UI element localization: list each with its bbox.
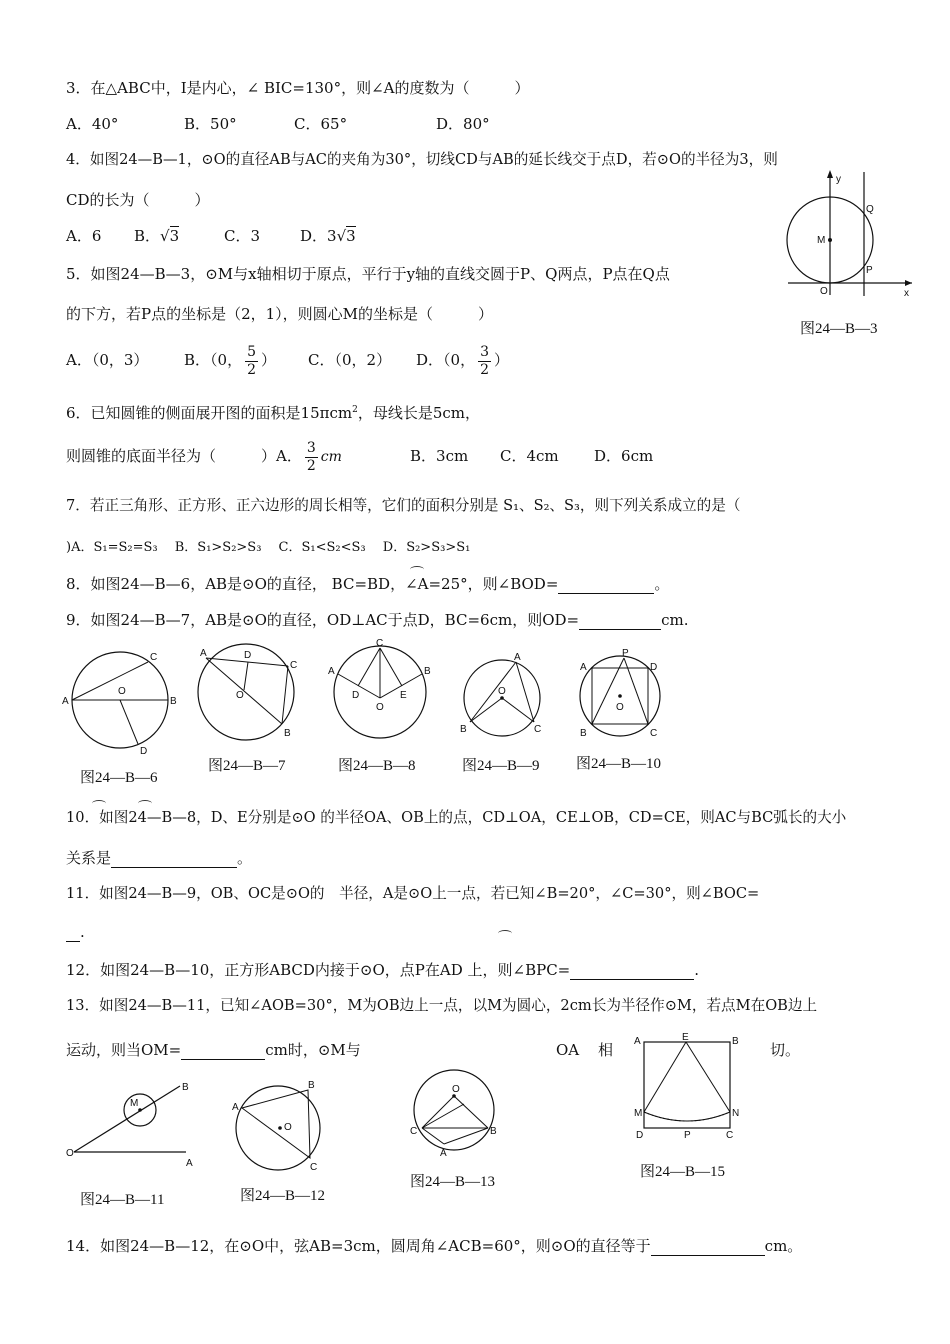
figure-24-b-9 xyxy=(456,650,556,746)
svg-text:E: E xyxy=(400,690,407,701)
q12-stem: 12．如图24—B—10，正方形ABCD内接于⊙O，点P在AD 上，则∠BPC= . xyxy=(66,961,700,979)
q10-stem-line2: 关系是 。 xyxy=(66,849,253,867)
svg-text:O: O xyxy=(118,686,126,697)
arc-mark xyxy=(410,566,424,573)
svg-text:C: C xyxy=(150,652,158,663)
q5-option-c: C．（0，2） xyxy=(308,351,392,369)
figure-24-b-6-caption: 图24—B—6 xyxy=(80,770,158,786)
svg-text:C: C xyxy=(310,1162,318,1173)
q3-stem: 3．在△ABC中，I是内心，∠ BIC=130°，则∠A的度数为（ ） xyxy=(66,79,530,97)
arc-mark xyxy=(138,800,152,807)
figure-24-b-9-caption: 图24—B—9 xyxy=(462,758,540,774)
figure-24-b-12-caption: 图24—B—12 xyxy=(240,1188,326,1204)
q3-option-a: A．40° xyxy=(66,115,119,133)
q4-option-b: B．√3 xyxy=(134,227,180,245)
q4-option-a: A．6 xyxy=(66,227,102,245)
figure-24-b-15-caption: 图24—B—15 xyxy=(640,1164,726,1180)
svg-text:D: D xyxy=(140,746,148,757)
svg-text:A: A xyxy=(440,1148,447,1159)
svg-text:C: C xyxy=(726,1130,734,1141)
q7-stem: 7．若正三角形、正方形、正六边形的周长相等，它们的面积分别是 S₁、S₂、S₃，则下列关系成立的是（ xyxy=(66,497,741,514)
svg-text:y: y xyxy=(836,174,841,185)
figure-24-b-10-caption: 图24—B—10 xyxy=(576,756,662,772)
figure-24-b-3-caption: 图24—B—3 xyxy=(800,321,878,337)
svg-text:B: B xyxy=(182,1082,189,1093)
q5-option-a: A．（0，3） xyxy=(66,351,149,369)
svg-text:C: C xyxy=(534,724,542,735)
svg-text:O: O xyxy=(236,690,244,701)
svg-text:P: P xyxy=(866,265,873,276)
q13-oa: OA xyxy=(556,1041,580,1059)
figure-24-b-13-caption: 图24—B—13 xyxy=(410,1174,496,1190)
svg-text:O: O xyxy=(498,686,506,697)
figure-24-b-7 xyxy=(196,640,306,750)
svg-text:O: O xyxy=(616,702,624,713)
q13-qie: 切。 xyxy=(770,1041,801,1059)
svg-text:B: B xyxy=(460,724,467,735)
q4-option-d: D．3√3 xyxy=(300,227,356,245)
q5-stem-line2: 的下方，若P点的坐标是（2，1），则圆心M的坐标是（ ） xyxy=(66,305,494,323)
figure-24-b-12 xyxy=(228,1078,328,1178)
figure-24-b-7-caption: 图24—B—7 xyxy=(208,758,286,774)
q3-option-d: D．80° xyxy=(436,115,490,133)
svg-text:Q: Q xyxy=(866,204,874,215)
svg-text:C: C xyxy=(290,660,298,671)
svg-text:O: O xyxy=(376,702,384,713)
svg-text:M: M xyxy=(634,1108,643,1119)
svg-text:A: A xyxy=(514,652,521,663)
svg-text:M: M xyxy=(130,1098,139,1109)
q5-option-d: D．（0， $\frac{3}{2}$ ） xyxy=(416,343,510,378)
svg-text:A: A xyxy=(580,662,587,673)
arc-mark xyxy=(498,930,512,937)
q14-stem: 14．如图24—B—12，在⊙O中，弦AB=3cm，圆周角∠ACB=60°，则⊙O的直径等于 cm。 xyxy=(66,1237,803,1255)
figure-24-b-6 xyxy=(60,648,186,758)
q13-stem-line2: 运动，则当OM= cm时，⊙M与 xyxy=(66,1041,361,1059)
q3-option-c: C．65° xyxy=(294,115,348,133)
svg-text:P: P xyxy=(684,1130,691,1141)
svg-text:C: C xyxy=(376,638,384,649)
q7-options: )A．S₁=S₂=S₃ B．S₁>S₂>S₃ C．S₁<S₂<S₃ D．S₂>S₃>S₁ xyxy=(66,540,471,555)
svg-text:A: A xyxy=(634,1036,641,1047)
figure-24-b-15 xyxy=(632,1032,744,1144)
q3-option-b: B．50° xyxy=(184,115,237,133)
svg-text:A: A xyxy=(328,666,335,677)
svg-text:A: A xyxy=(186,1158,193,1169)
q13-xiang: 相 xyxy=(598,1041,614,1059)
svg-text:M: M xyxy=(817,235,826,246)
q4-stem: 4．如图24—B—1，⊙O的直径AB与AC的夹角为30°，切线CD与AB的延长线交于点D，若⊙O的半径为3，则 xyxy=(66,151,778,168)
q6-stem-line2: 则圆锥的底面半径为（ ）A． $\frac{3}{2}$ cm xyxy=(66,439,342,474)
q5-stem: 5．如图24—B—3，⊙M与x轴相切于原点，平行于y轴的直线交圆于P、Q两点，P点在Q点 xyxy=(66,265,670,283)
svg-text:x: x xyxy=(904,288,909,298)
q11-stem: 11．如图24—B—9，OB、OC是⊙O的 半径，A是⊙O上一点，若已知∠B=20°，∠C=30°，则∠BOC= xyxy=(66,885,760,902)
q4-option-c: C．3 xyxy=(224,227,261,245)
svg-text:O: O xyxy=(284,1122,292,1133)
svg-text:E: E xyxy=(682,1032,689,1043)
svg-text:D: D xyxy=(352,690,360,701)
svg-text:D: D xyxy=(244,650,252,661)
svg-text:O: O xyxy=(452,1084,460,1095)
svg-text:B: B xyxy=(424,666,431,677)
figure-24-b-8-caption: 图24—B—8 xyxy=(338,758,416,774)
svg-text:A: A xyxy=(62,696,69,707)
q9-stem: 9．如图24—B—7，AB是⊙O的直径，OD⊥AC于点D，BC=6cm，则OD= cm. xyxy=(66,611,689,629)
svg-text:B: B xyxy=(580,728,587,739)
figure-24-b-8 xyxy=(326,638,438,748)
svg-text:P: P xyxy=(622,648,629,659)
q6-option-d: D．6cm xyxy=(594,447,654,465)
svg-text:C: C xyxy=(650,728,658,739)
q11-stem-line2: . xyxy=(66,922,85,942)
svg-text:N: N xyxy=(732,1108,740,1119)
svg-text:B: B xyxy=(732,1036,739,1047)
svg-text:O: O xyxy=(66,1148,74,1159)
svg-text:D: D xyxy=(636,1130,644,1141)
arc-mark xyxy=(92,800,106,807)
figure-24-b-11 xyxy=(64,1076,204,1172)
q4-stem-line2: CD的长为（ ） xyxy=(66,191,210,209)
q8-stem: 8．如图24—B—6，AB是⊙O的直径， BC=BD，∠A=25°，则∠BOD= 。 xyxy=(66,575,670,593)
svg-text:A: A xyxy=(200,648,207,659)
figure-24-b-11-caption: 图24—B—11 xyxy=(80,1192,165,1208)
svg-text:B: B xyxy=(308,1080,315,1091)
svg-text:B: B xyxy=(170,696,177,707)
q6-option-c: C．4cm xyxy=(500,447,559,465)
q6-stem: 6．已知圆锥的侧面展开图的面积是15πcm$^2$，母线长是5cm， xyxy=(66,404,481,422)
svg-text:D: D xyxy=(650,662,658,673)
figure-24-b-10 xyxy=(572,644,672,744)
q10-stem: 10．如图24—B—8，D、E分别是⊙O 的半径OA、OB上的点，CD⊥OA，CE⊥OB，CD=CE，则AC与BC弧长的大小 xyxy=(66,809,847,826)
svg-text:C: C xyxy=(410,1126,418,1137)
q6-option-b: B．3cm xyxy=(410,447,469,465)
svg-text:A: A xyxy=(232,1102,239,1113)
svg-text:O: O xyxy=(820,286,828,297)
svg-text:B: B xyxy=(490,1126,497,1137)
figure-24-b-13 xyxy=(406,1068,506,1164)
figure-24-b-3 xyxy=(780,168,920,298)
svg-text:B: B xyxy=(284,728,291,739)
q5-option-b: B．（0， $\frac{5}{2}$ ） xyxy=(184,343,277,378)
q13-stem: 13．如图24—B—11，已知∠AOB=30°，M为OB边上一点，以M为圆心，2cm长为半径作⊙M，若点M在OB边上 xyxy=(66,997,818,1014)
